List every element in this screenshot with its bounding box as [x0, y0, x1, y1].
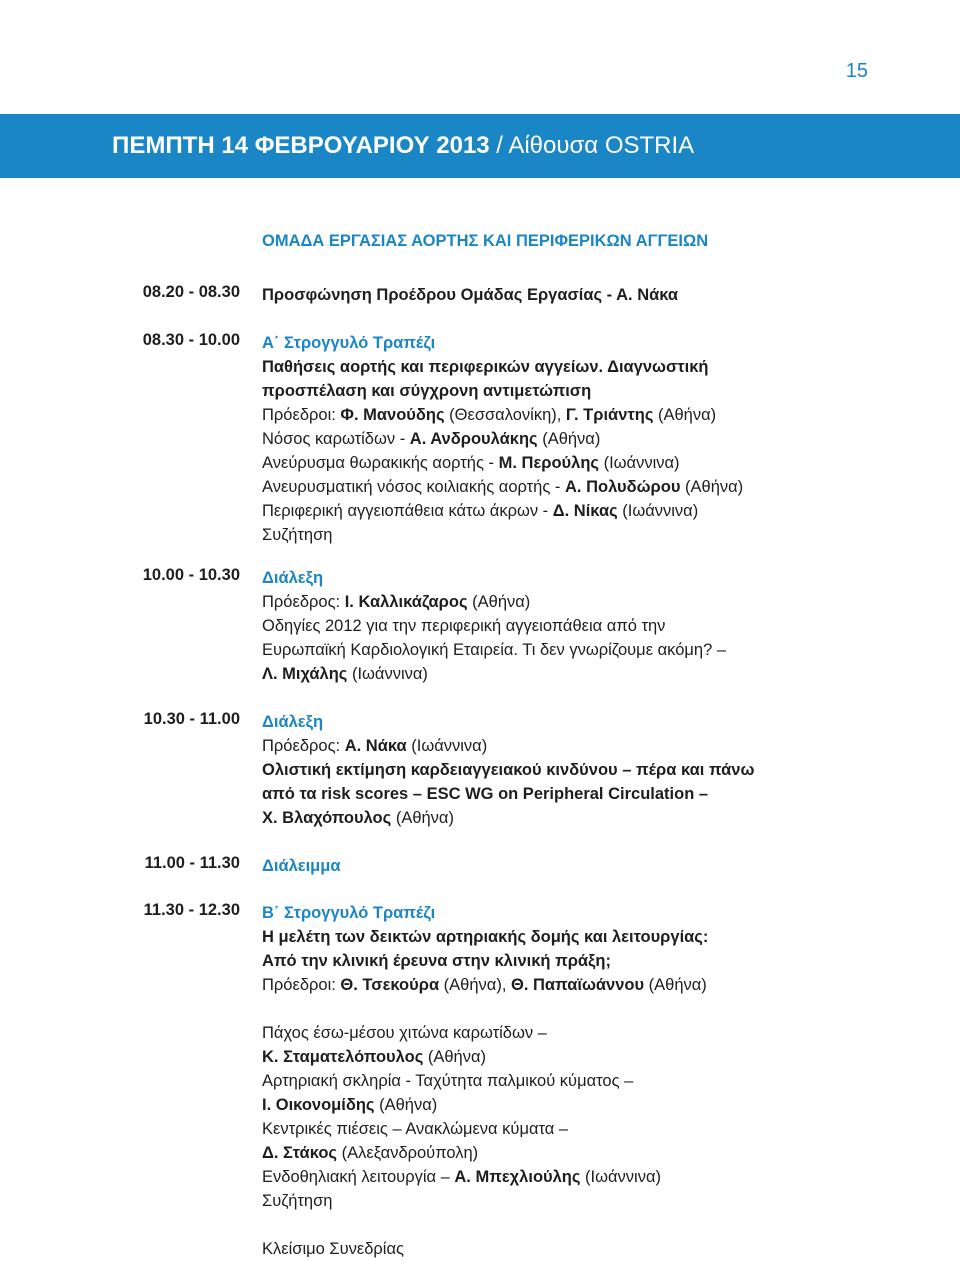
speaker-city: (Αθήνα): [423, 1048, 487, 1066]
speaker-line: [262, 1141, 902, 1165]
spacer: [262, 997, 902, 1021]
chair-name: Φ. Μανούδης: [340, 406, 445, 424]
chairs-line: [262, 403, 902, 427]
talk-title: Νόσος καρωτίδων -: [262, 430, 410, 448]
discussion-line: Συζήτηση: [262, 526, 333, 544]
chair-city: (Αθήνα): [653, 406, 717, 424]
talk-title: Ανεύρυσμα θωρακικής αορτής -: [262, 454, 499, 472]
talk-line: [262, 451, 902, 475]
lecture-line: Ολιστική εκτίμηση καρδειαγγειακού κινδύνου – πέρα και πάνω: [262, 761, 755, 779]
chair-city: (Αθήνα),: [439, 976, 511, 994]
section-title: ΟΜΑΔΑ ΕΡΓΑΣΙΑΣ ΑΟΡΤΗΣ ΚΑΙ ΠΕΡΙΦΕΡΙΚΩΝ ΑΓΓΕΙΩΝ: [262, 232, 709, 250]
speaker-city: (Ιωάννινα): [347, 665, 428, 683]
talk-line: [262, 427, 902, 451]
chair-city: (Ιωάννινα): [406, 737, 488, 755]
chair-name: Α. Νάκα: [344, 737, 407, 755]
chair-name: Ι. Καλλικάζαρος: [344, 593, 468, 611]
speaker-city: (Αθήνα): [374, 1096, 438, 1114]
speaker-name: Λ. Μιχάλης: [262, 665, 348, 683]
lecture-line: Ευρωπαϊκή Καρδιολογική Εταιρεία. Τι δεν γνωρίζουμε ακόμη? –: [262, 641, 727, 659]
talk-title: Αρτηριακή σκληρία - Ταχύτητα παλμικού κύματος –: [262, 1072, 634, 1090]
page-number: 15: [845, 60, 868, 82]
speaker-line: [262, 1093, 902, 1117]
chairs-line: [262, 973, 902, 997]
talk-title: Ενδοθηλιακή λειτουργία –: [262, 1168, 455, 1186]
speaker-name: Δ. Στάκος: [262, 1144, 338, 1162]
speaker-city: (Αθήνα): [537, 430, 601, 448]
item-body: [262, 331, 902, 547]
session-title: Διάλειμμα: [262, 857, 341, 875]
talk-title: Πάχος έσω-μέσου χιτώνα καρωτίδων –: [262, 1024, 547, 1042]
chair-label: Πρόεδρος:: [262, 593, 345, 611]
chair-name: Θ. Τσεκούρα: [340, 976, 440, 994]
speaker-city: (Ιωάννινα): [580, 1168, 662, 1186]
session-title: Α΄ Στρογγυλό Τραπέζι: [262, 334, 436, 352]
chair-line: [262, 590, 902, 614]
talk-title: Περιφερική αγγειοπάθεια κάτω άκρων -: [262, 502, 553, 520]
speaker-name: Α. Μπεχλιούλης: [454, 1168, 581, 1186]
item-body: [262, 854, 902, 878]
talk-title: Κεντρικές πιέσεις – Ανακλώμενα κύματα –: [262, 1120, 569, 1138]
speaker-name: Δ. Νίκας: [552, 502, 618, 520]
lecture-line: Οδηγίες 2012 για την περιφερική αγγειοπάθεια από την: [262, 617, 666, 635]
session-title: Β΄ Στρογγυλό Τραπέζι: [262, 904, 436, 922]
chair-city: (Θεσσαλονίκη),: [444, 406, 566, 424]
item-body: [262, 901, 902, 1261]
speaker-city: (Αθήνα): [391, 809, 454, 827]
talk-line: [262, 499, 902, 523]
chair-label: Πρόεδρος:: [262, 737, 345, 755]
talk-line: [262, 1165, 902, 1189]
chair-city: (Αθήνα): [467, 593, 531, 611]
speaker-name: Κ. Σταματελόπουλος: [262, 1048, 424, 1066]
chair-line: [262, 734, 902, 758]
time-slot: 10.30 - 11.00: [143, 710, 240, 728]
speaker-name: Χ. Βλαχόπουλος: [262, 809, 392, 827]
time-slot: 11.30 - 12.30: [143, 901, 240, 919]
talk-title: Ανευρυσματική νόσος κοιλιακής αορτής -: [262, 478, 565, 496]
time-slot: 08.30 - 10.00: [142, 331, 240, 349]
chair-city: (Αθήνα): [644, 976, 707, 994]
chair-name: Γ. Τριάντης: [565, 406, 654, 424]
session-topic-line: Από την κλινική έρευνα στην κλινική πράξη;: [262, 952, 611, 970]
session-title: Διάλεξη: [262, 713, 324, 731]
item-body: [262, 283, 902, 307]
lecture-line: από τα risk scores – ESC WG on Peripheral Circulation –: [262, 785, 709, 803]
day-banner: [0, 114, 960, 178]
speaker-name: Ι. Οικονομίδης: [262, 1096, 375, 1114]
chairs-label: Πρόεδροι:: [262, 406, 341, 424]
time-slot: 10.00 - 10.30: [142, 566, 240, 584]
item-body: [262, 710, 902, 830]
speaker-name: Α. Πολυδώρου: [564, 478, 681, 496]
speaker-line: [262, 806, 902, 830]
chairs-label: Πρόεδροι:: [262, 976, 341, 994]
time-slot: 08.20 - 08.30: [142, 283, 240, 301]
session-topic-line: προσπέλαση και σύγχρονη αντιμετώπιση: [262, 382, 592, 400]
time-slot: 11.00 - 11.30: [144, 854, 240, 872]
session-topic-line: Παθήσεις αορτής και περιφερικών αγγείων. Διαγνωστική: [262, 358, 709, 376]
discussion-line: Συζήτηση: [262, 1192, 333, 1210]
speaker-line: [262, 662, 902, 686]
speaker-name: Α. Ανδρουλάκης: [409, 430, 538, 448]
session-topic-line: Η μελέτη των δεικτών αρτηριακής δομής και λειτουργίας:: [262, 928, 709, 946]
chair-name: Θ. Παπαϊωάννου: [510, 976, 645, 994]
speaker-city: (Ιωάννινα): [599, 454, 680, 472]
speaker-name: Μ. Περούλης: [498, 454, 599, 472]
session-title: Διάλεξη: [262, 569, 324, 587]
closing-line: Κλείσιμο Συνεδρίας: [262, 1240, 404, 1258]
talk-line: [262, 475, 902, 499]
speaker-city: (Αθήνα): [680, 478, 744, 496]
banner-day: ΠΕΜΠΤΗ 14 ΦΕΒΡΟΥΑΡΙΟΥ 2013: [112, 132, 490, 159]
banner-title: [112, 132, 694, 160]
banner-hall: / Αίθουσα OSTRIA: [489, 132, 695, 159]
speaker-city: (Ιωάννινα): [617, 502, 699, 520]
speaker-line: [262, 1045, 902, 1069]
item-body: [262, 566, 902, 686]
spacer: [262, 1213, 902, 1237]
speaker-city: (Αλεξανδρούπολη): [337, 1144, 479, 1162]
item-line: Προσφώνηση Προέδρου Ομάδας Εργασίας - Α. Νάκα: [262, 286, 679, 304]
